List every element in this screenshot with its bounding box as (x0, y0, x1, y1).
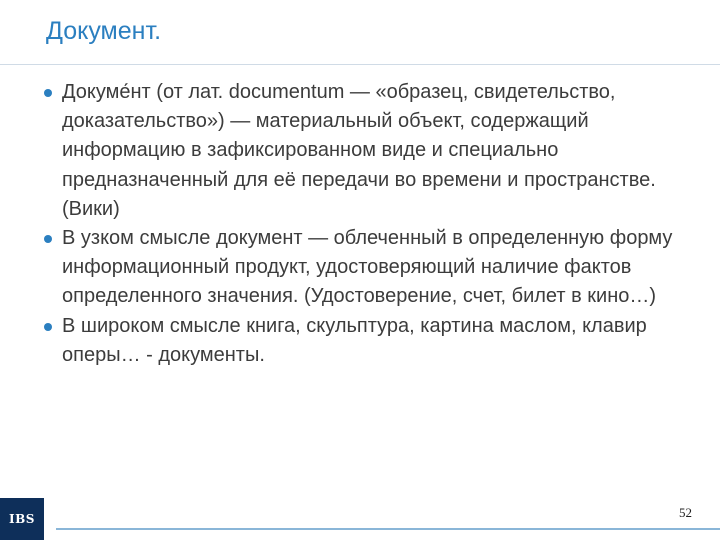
bullet-item-broad-sense (42, 312, 702, 370)
logo-text: IBS (9, 512, 35, 526)
bullet-text: В узком смысле документ — облеченный в определенную форму информационный продукт, удостоверяющий наличие фактов определенного значения. (Удостоверение, счет, билет в кино…) (62, 227, 673, 308)
bullet-text: Докуме́нт (от лат. documentum — «образец, свидетельство, доказательство») — материальный объект, содержащий информацию в зафиксированном виде и специально предназначенный для её передачи во времени и пространстве. (Вики) (62, 81, 656, 220)
bullet-dot-icon (44, 89, 52, 97)
bullet-item-narrow-sense (42, 224, 702, 312)
footer-divider (56, 528, 720, 530)
slide-title: Документ. (46, 17, 162, 45)
bullet-list (42, 78, 702, 370)
bullet-item-definition (42, 78, 702, 224)
title-divider (0, 64, 720, 65)
bullet-text: В широком смысле книга, скульптура, картина маслом, клавир оперы… - документы. (62, 314, 647, 366)
bullet-dot-icon (44, 323, 52, 331)
page-number: 52 (679, 505, 692, 520)
ibs-logo (0, 498, 44, 540)
bullet-dot-icon (44, 235, 52, 243)
